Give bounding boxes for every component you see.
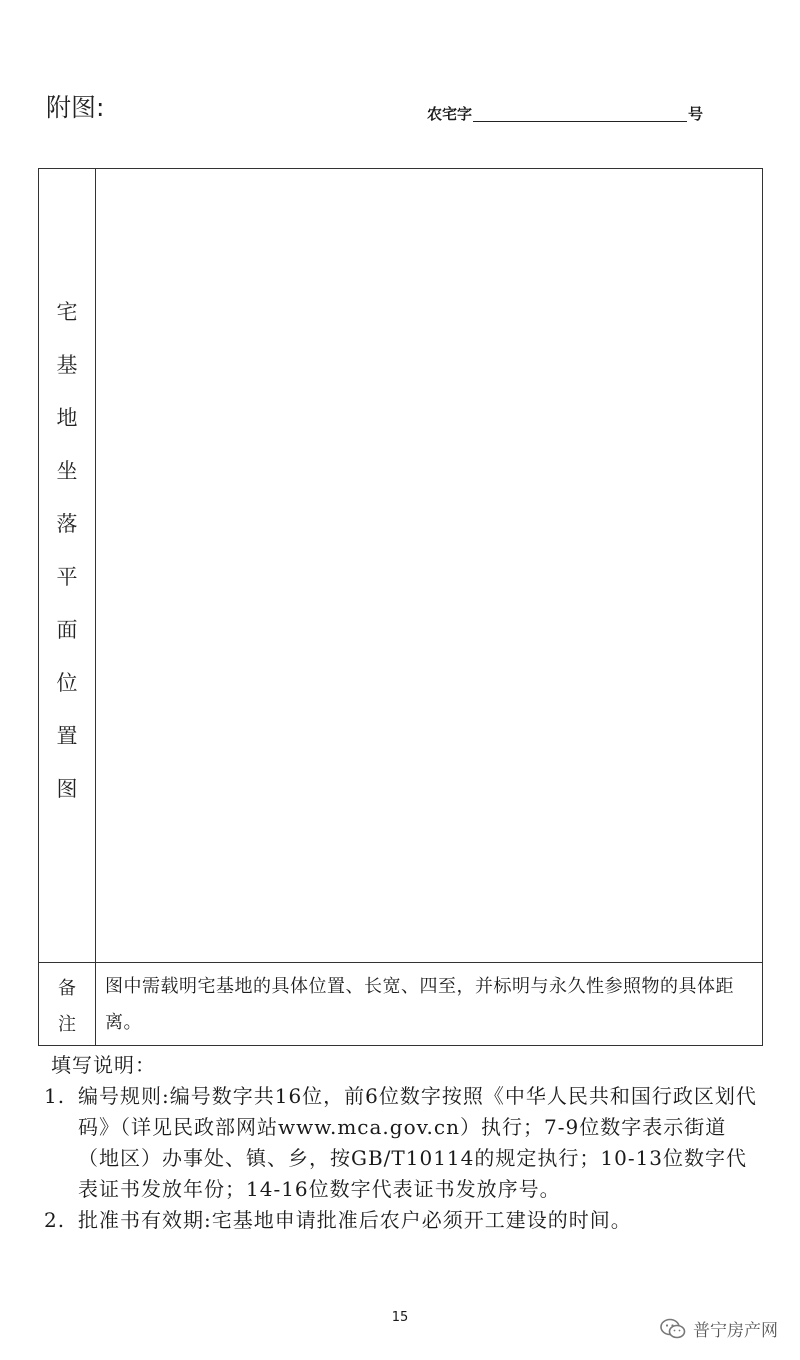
page-number: 15 (391, 1310, 409, 1325)
note-text: 图中需载明宅基地的具体位置、长宽、四至，并标明与永久性参照物的具体距离。 (105, 976, 734, 1033)
instructions-heading: 填写说明： (51, 1053, 156, 1077)
instruction-item (44, 1205, 760, 1236)
watermark-text: 普宁房产网 (693, 1321, 778, 1341)
label-char: 置 (56, 724, 78, 748)
label-char: 平 (56, 565, 78, 589)
instruction-number: 2. (44, 1208, 66, 1232)
watermark (659, 1316, 778, 1341)
site-plan-drawing-area (96, 169, 763, 963)
note-label-cell (39, 963, 96, 1046)
site-plan-table (38, 168, 763, 1046)
site-plan-label-cell (39, 169, 96, 963)
note-label-char: 注 (58, 1014, 76, 1035)
note-text-cell (96, 963, 763, 1046)
site-plan-row (39, 169, 763, 963)
number-prefix: 农宅字 (427, 105, 473, 123)
label-char: 宅 (56, 300, 78, 324)
label-char: 坐 (56, 459, 78, 483)
number-blank-field (473, 103, 687, 122)
document-number-line (427, 96, 703, 124)
note-vertical-label (39, 963, 95, 1043)
label-char: 地 (56, 406, 78, 430)
label-char: 图 (56, 777, 78, 801)
label-char: 落 (56, 512, 78, 536)
note-row (39, 963, 763, 1046)
label-char: 面 (56, 618, 78, 642)
note-label-char: 备 (58, 978, 76, 999)
site-plan-vertical-label (39, 169, 95, 816)
page-title: 附图: (46, 93, 105, 122)
number-suffix: 号 (688, 105, 704, 123)
instruction-text: 编号规则:编号数字共16位，前6位数字按照《中华人民共和国行政区划代码》（详见民政部网站www.mca.gov.cn）执行；7-9位数字表示街道（地区）办事处、镇、乡，按GB/T10114的规定执行；10-13位数字代表证书发放年份；14-16位数字代表证书发放序号。 (78, 1084, 757, 1201)
instruction-number: 1. (44, 1084, 66, 1108)
instructions-list (44, 1081, 760, 1236)
filling-instructions (44, 1050, 760, 1236)
label-char: 位 (56, 671, 78, 695)
label-char: 基 (56, 353, 78, 377)
wechat-icon (659, 1318, 687, 1340)
instruction-text: 批准书有效期:宅基地申请批准后农户必须开工建设的时间。 (78, 1208, 632, 1232)
instruction-item (44, 1081, 760, 1205)
